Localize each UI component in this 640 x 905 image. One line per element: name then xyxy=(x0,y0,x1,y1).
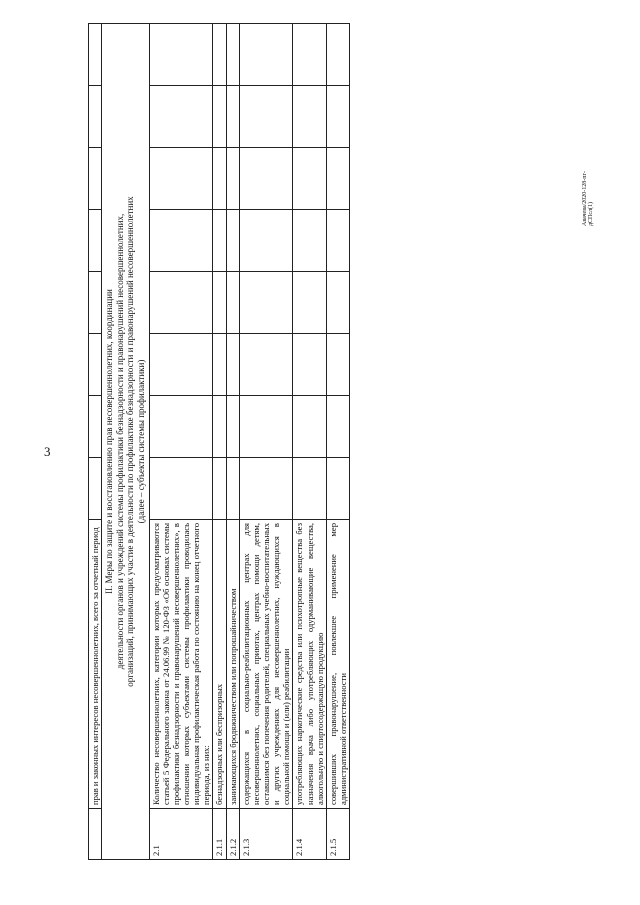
table-row xyxy=(226,24,239,860)
row-number xyxy=(89,809,102,860)
row-number: 2.1.1 xyxy=(213,809,226,860)
table-row xyxy=(326,24,349,860)
row-text: Количество несовершеннолетних, категории которых предусматриваются статьей 5 Федерального закона от 24.06.99 № 120-ФЗ «Об основах системы профилактики безнадзорности и правонарушений несовершеннолетних», в отношении которых субъектами системы профилактики проводилась индивидуальная профилактическая работа по состоянию на конец отчетного периода, из них: xyxy=(149,520,213,809)
page-number: 3 xyxy=(44,444,51,459)
document-stamp xyxy=(558,150,618,226)
table-row xyxy=(239,24,293,860)
stamp-text: Авачева/2020-128-пг-дСПсл(1) xyxy=(582,171,594,226)
row-text: безнадзорных или беспризорных xyxy=(213,520,226,809)
table-row xyxy=(213,24,226,860)
section-title-line: деятельности органов и учреждений системы профилактики безнадзорности и правонарушений несовершеннолетних, xyxy=(114,213,125,670)
row-text: занимающихся бродяжничеством или попрошайничеством xyxy=(226,520,239,809)
section-header-row xyxy=(102,24,149,860)
section-title xyxy=(102,24,149,860)
table-row xyxy=(149,24,213,860)
table-row xyxy=(89,24,102,860)
section-title-line: (далее – субъекты системы профилактики) xyxy=(135,359,146,524)
row-text: прав и законных интересов несовершеннолетних, всего за отчетный период xyxy=(89,520,102,809)
row-text: совершивших правонарушение, повлекшее применение мер административной ответственности xyxy=(326,520,349,809)
row-number: 2.1.2 xyxy=(226,809,239,860)
report-table xyxy=(88,23,350,860)
row-text: употребляющих наркотические средства или психотропные вещества без назначения врача либо употребляющих одурманивающие вещества, алкогольную и спиртосодержащую продукцию xyxy=(293,520,326,809)
row-number: 2.1.3 xyxy=(239,809,293,860)
row-number: 2.1 xyxy=(149,809,213,860)
row-number: 2.1.4 xyxy=(293,809,326,860)
row-text: содержащихся в социально-реабилитационных центрах для несовершеннолетних, социальных приютах, центрах помощи детям, оставшимся без попечения родителей, специальных учебно-воспитательных и других учреждениях для несовершеннолетних, нуждающихся в социальной помощи и (или) реабилитации xyxy=(239,520,293,809)
section-title-line: организаций, принимающих участие в деятельности по профилактике безнадзорности и правонарушений несовершеннолетних xyxy=(125,196,136,687)
section-title-line: II. Меры по защите и восстановлению прав несовершеннолетних, координации xyxy=(104,289,115,594)
table-row xyxy=(293,24,326,860)
rotated-table-page xyxy=(88,48,558,860)
row-number: 2.1.5 xyxy=(326,809,349,860)
